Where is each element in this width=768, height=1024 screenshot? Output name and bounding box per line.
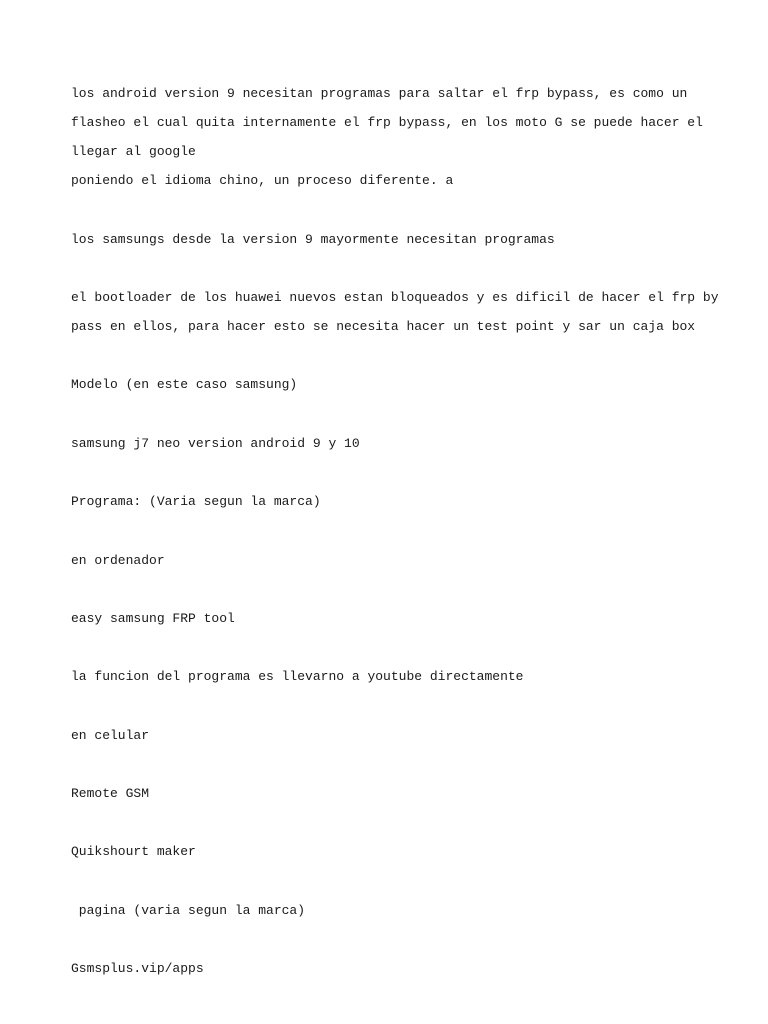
text-line: la funcion del programa es llevarno a youtube directamente	[71, 669, 524, 685]
text-line: en celular	[71, 727, 150, 743]
text-line: el bootloader de los huawei nuevos estan bloqueados y es dificil de hacer el frp by	[71, 289, 719, 305]
text-line: Modelo (en este caso samsung)	[71, 377, 298, 393]
text-line: pass en ellos, para hacer esto se necesita hacer un test point y sar un caja box	[71, 319, 696, 335]
text-line: easy samsung FRP tool	[71, 610, 235, 626]
paragraph-remote-gsm	[71, 773, 711, 817]
paragraph-pagina-heading	[71, 889, 711, 933]
text-line: llegar al google	[71, 143, 196, 159]
paragraph-en-celular	[71, 714, 711, 758]
paragraph-programa-heading	[71, 481, 711, 525]
paragraph-samsung-version-9	[71, 218, 711, 262]
paragraph-device-model	[71, 422, 711, 466]
text-line: Quikshourt maker	[71, 844, 196, 860]
text-line: pagina (varia segun la marca)	[71, 902, 306, 918]
text-line: Remote GSM	[71, 786, 150, 802]
document-page	[71, 72, 719, 1006]
text-line: Programa: (Varia segun la marca)	[71, 494, 321, 510]
paragraph-quikshourt-maker	[71, 831, 711, 875]
text-line: en ordenador	[71, 552, 165, 568]
text-line: los samsungs desde la version 9 mayormente necesitan programas	[71, 231, 555, 247]
text-line: flasheo el cual quita internamente el frp bypass, en los moto G se puede hacer el	[71, 114, 703, 130]
paragraph-huawei-bootloader	[71, 276, 719, 349]
paragraph-android-9-frp	[71, 72, 711, 203]
paragraph-modelo-heading	[71, 364, 711, 408]
text-line: Gsmsplus.vip/apps	[71, 961, 204, 977]
text-line: samsung j7 neo version android 9 y 10	[71, 435, 360, 451]
paragraph-easy-samsung-tool	[71, 597, 711, 641]
text-line: poniendo el idioma chino, un proceso diferente. a	[71, 173, 454, 189]
paragraph-gsmsplus-url	[71, 948, 711, 992]
text-line: los android version 9 necesitan programas para saltar el frp bypass, es como un	[71, 85, 688, 101]
paragraph-program-function	[71, 656, 711, 700]
paragraph-en-ordenador	[71, 539, 711, 583]
